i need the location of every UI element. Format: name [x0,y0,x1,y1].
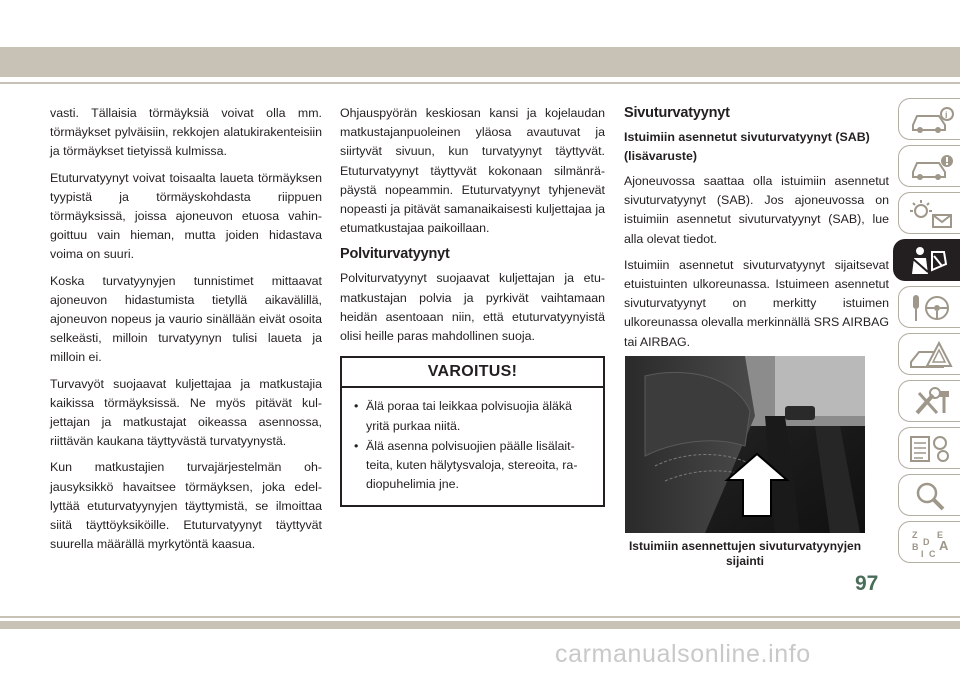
paragraph: Ajoneuvossa saattaa olla istuimiin asennetut sivuturvatyynyt (SAB). Jos ajoneuvossa on istuimiin asennetut sivuturvatyynyt (SAB), lue alla olevat tiedot. [624,174,889,246]
warning-title: VAROITUS! [342,358,603,388]
column-1 [50,104,322,561]
warning-item: • Älä poraa tai leikkaa polvisuojia äläkä yritä purkaa niitä. [366,397,593,435]
car-warning-icon [909,152,955,182]
hazard-triangle-icon [909,340,955,370]
paragraph: Koska turvatyynyjen tunnistimet mittaavat ajoneuvon hidastumista tietyllä aikavälillä, ajoneuvon nopeus ja vaurio sinällään eivät osoita selkeästi, milloin turvatyynyn tulisi laueta ja milloin ei. [50,273,322,365]
tab-tools[interactable] [898,380,960,422]
seatbelt-airbag-icon [904,246,950,276]
section-heading-side-airbags: Sivuturvatyynyt [624,105,730,121]
svg-text:B: B [912,542,919,552]
column-2 [340,104,605,507]
footer-rule [0,616,960,618]
footer-bar [0,621,960,629]
svg-text:A: A [939,538,949,553]
tab-key-steering[interactable] [898,286,960,328]
tab-checklist[interactable] [898,427,960,469]
tab-lights-message[interactable] [898,192,960,234]
svg-text:C: C [929,549,936,558]
top-margin [0,0,960,47]
header-rule [0,82,960,84]
warning-box [340,356,605,507]
tab-index[interactable] [898,474,960,516]
key-steering-icon [909,293,955,323]
paragraph: Polviturvatyynyt suojaavat kuljettajan ja etumatkustajan polvia ja pyrkivät vaihtamaan heidän asentoaan niin, että etuturvatyynyistä olisi heille paras mahdollinen suoja. [340,271,605,344]
column-3 [624,104,889,569]
paragraph: Turvavyöt suojaavat kuljettajaa ja matkustajia kaikissa törmäyksissä. Ne myös pitävät kuljettajan ja matkustajat oikeassa asennossa, riittävän kaukana täyttyvästä turvatyynystä. [50,376,322,449]
tab-seatbelt-airbag[interactable] [893,239,960,281]
header-bar [0,47,960,77]
index-search-icon [909,481,955,511]
tools-icon [909,387,955,417]
chapter-tabs [893,98,960,568]
warning-item: • Älä asenna polvisuojien päälle lisälaitteita, kuten hälytysvaloja, stereoita, radiopuhelimia jne. [366,437,593,495]
paragraph: Etuturvatyynyt voivat toisaalta laueta törmäyksen tyypistä ja törmäyskohdasta riippuen törmäyksissä, joissa ajoneuvon etuosa vahingoittuu vain hieman, mutta joiden hidastava voima on suuri. [50,170,322,262]
paragraph: Kun matkustajien turvajärjestelmän ohjausyksikkö havaitsee törmäyksen, joka edellyttää etuturvatyynyjen täyttymistä, se ilmoittaa siitä täyttöyksiköille. Etuturvatyynyt täyttyvät suurella määrällä myrkytöntä kaasua. [50,460,322,552]
warning-list [342,388,603,505]
paragraph: vasti. Tällaisia törmäyksiä voivat olla mm. törmäykset pylväisiin, rekkojen alatukirakenteisiin ja törmäykset tietyissä kulmissa. [50,106,322,159]
section-heading-knee-airbags: Polviturvatyynyt [340,246,450,263]
page-number: 97 [855,572,879,595]
subsection-heading: Istuimiin asennetut sivuturvatyynyt (SAB) (lisävaruste) [624,130,870,163]
seat-airbag-arrow-photo [625,356,865,533]
svg-text:E: E [937,530,944,540]
figure-caption: Istuimiin asennettujen sivuturvatyynyjen sijainti [628,538,862,568]
tab-car-info[interactable] [898,98,960,140]
svg-text:I: I [921,549,924,558]
checklist-gears-icon [909,434,955,464]
watermark: carmanualsonline.info [555,640,811,668]
tab-hazard[interactable] [898,333,960,375]
svg-text:D: D [923,537,930,547]
car-info-icon [909,105,955,135]
svg-text:i: i [945,110,948,120]
tab-car-warning[interactable] [898,145,960,187]
paragraph: Ohjauspyörän keskiosan kansi ja kojelaudan matkustajanpuoleinen yläosa avautuvat ja siirtyvät sivuun, kun turvatyynyt täyttyvät. Etuturvatyynyt täyttyvät kokonaan silmänräpäystä nopeammin. Etuturvatyynyt tyhjenevät nopeasti ja pitävät samanaikaisesti kuljettajaa ja etumatkustajaa paikoillaan. [340,106,605,236]
lights-message-icon [909,199,955,229]
tab-language[interactable] [898,521,960,563]
paragraph: Istuimiin asennetut sivuturvatyynyt sijaitsevat etuistuinten ulkoreunassa. Istuimeen asennetut sivuturvatyynyt on merkitty istuimen ulkoreunassa olevalla merkinnällä SRS AIRBAG tai AIRBAG. [624,257,889,349]
language-letters-icon [909,528,955,558]
svg-text:Z: Z [912,530,918,540]
